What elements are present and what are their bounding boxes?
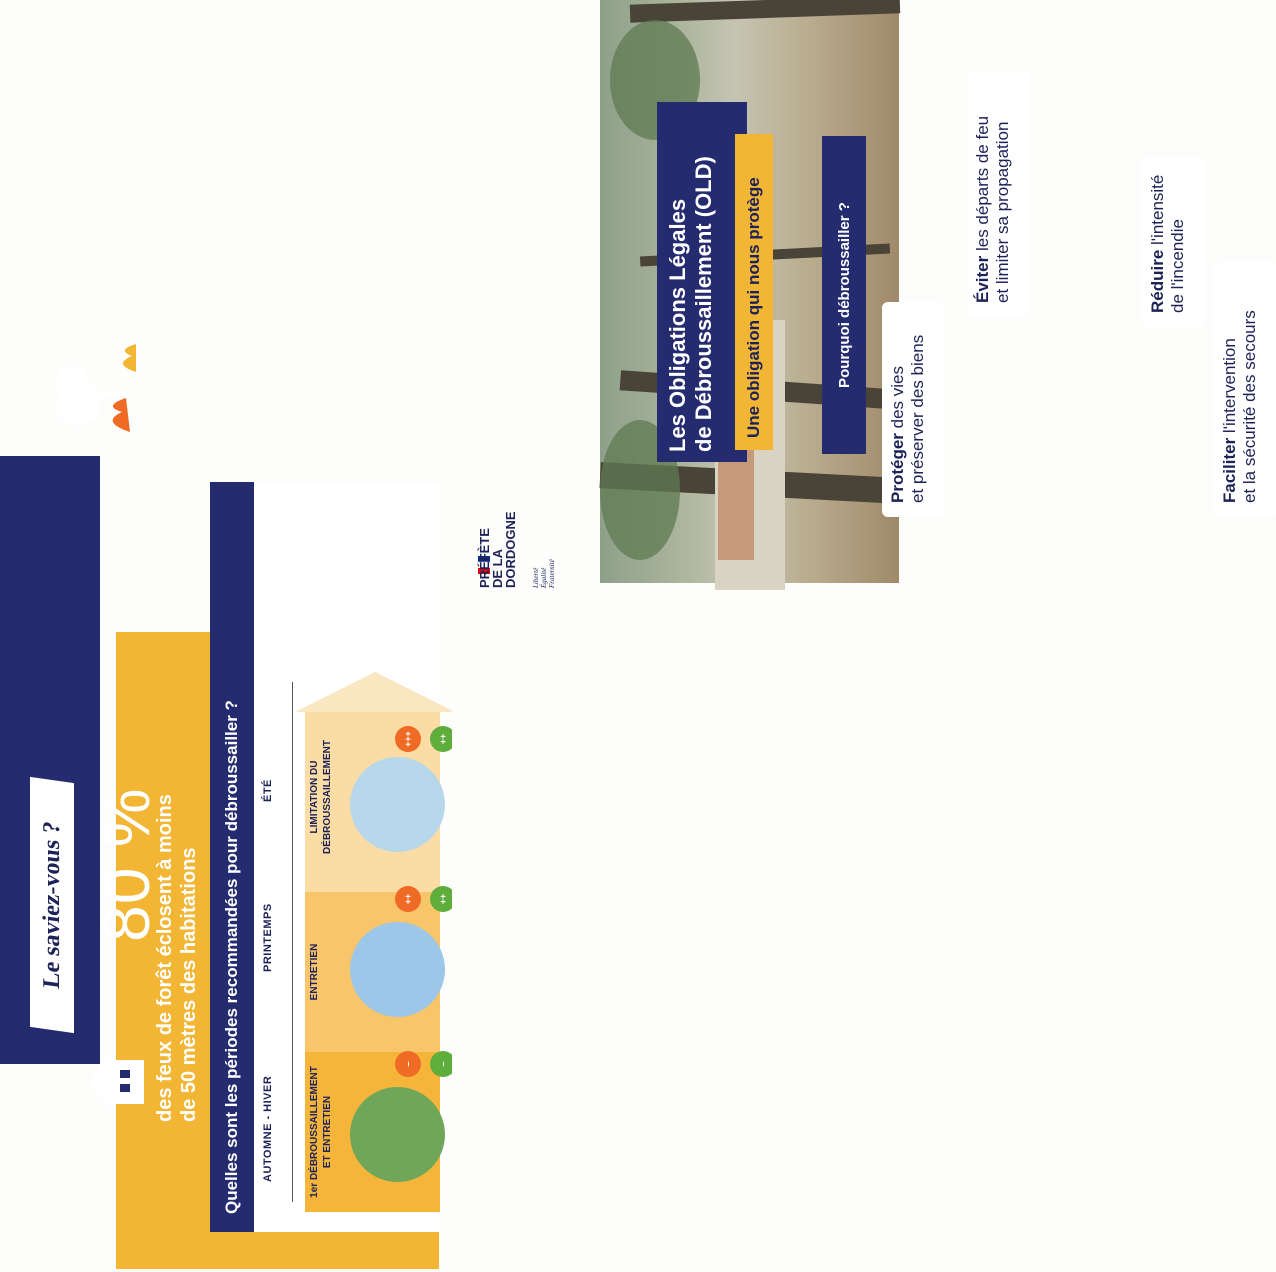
cover-panel [452, 0, 1259, 1272]
stat-line-1: des feux de forêt éclosent à moins [154, 794, 176, 1122]
prefecture-line-1: PRÉFÈTE [477, 528, 492, 588]
motto-3: Fraternité [548, 559, 556, 588]
reason-2-rest: les départs de feu [973, 115, 992, 256]
season-spring: PRINTEMPS [262, 903, 274, 972]
step-1-line-2: ET ENTRETIEN [322, 1095, 333, 1169]
title-line-1: Les Obligations Légales [665, 198, 690, 452]
timeline-line [292, 682, 293, 1202]
periods-heading: Quelles sont les périodes recommandées pour débroussailler ? [210, 482, 254, 1232]
reason-3-bold: Réduire [1148, 249, 1167, 313]
prefecture-line-3: DORDOGNE [503, 511, 518, 588]
burning-tree-icon [40, 332, 160, 452]
house-icon [80, 1022, 150, 1122]
republic-motto [532, 559, 556, 588]
reason-3-rest: l'intensité [1148, 174, 1167, 250]
reason-reduce [1142, 157, 1204, 327]
step-1-line-1: 1er DÉBROUSSAILLEMENT [309, 1066, 320, 1198]
motto-1: Liberté [532, 567, 540, 588]
prefecture-name [478, 511, 517, 588]
reason-1-rest: des vies [888, 365, 907, 434]
cover-title [657, 102, 747, 462]
step-2-label [308, 912, 321, 1032]
motto-2: Égalité [540, 567, 548, 588]
reason-2-bold: Éviter [973, 255, 992, 303]
season-autumn-winter: AUTOMNE - HIVER [262, 1075, 274, 1182]
season-summer: ÉTÉ [262, 779, 274, 802]
biodiversity-badge: ++ [430, 726, 456, 752]
step-3-line-2: DÉBROUSSAILLEMENT [322, 740, 333, 854]
biodiversity-badge: – [430, 1051, 456, 1077]
step-2-line-1: ENTRETIEN [309, 943, 320, 1001]
back-panel [0, 0, 448, 1272]
fire-risk-badge: ++ [395, 886, 421, 912]
clearing-illustration [350, 1087, 445, 1182]
reason-3-line-2: de l'incendie [1168, 219, 1187, 313]
reason-1-bold: Protéger [888, 433, 907, 503]
saviez-vous-title: Le saviez-vous ? [30, 777, 74, 1033]
cover-content [452, 0, 1259, 1272]
step-3-label [308, 722, 334, 872]
step-3-line-1: LIMITATION DU [309, 760, 320, 834]
prefecture-line-2: DE LA [490, 549, 505, 588]
stat-line-2: de 50 mètres des habitations [178, 847, 200, 1122]
step-1-label [308, 1062, 334, 1202]
why-heading: Pourquoi débroussailler ? [822, 136, 866, 454]
reason-1-line-2: et préserver des biens [908, 334, 927, 503]
stat-value: 80 % [89, 787, 163, 942]
fire-risk-badge: – [395, 1051, 421, 1077]
cover-subtitle: Une obligation qui nous protège [735, 134, 773, 450]
reason-4-line-2: et la sécurité des secours [1240, 310, 1259, 503]
reason-facilitate [1214, 262, 1276, 517]
reason-4-rest: l'intervention [1220, 338, 1239, 438]
reason-avoid [967, 72, 1029, 317]
fire-risk-badge: +++ [395, 726, 421, 752]
title-line-2: de Débroussaillement (OLD) [691, 156, 716, 452]
summer-illustration [350, 757, 445, 852]
stat-description [153, 622, 201, 1122]
timeline-arrow [295, 672, 455, 712]
back-panel-content [0, 0, 448, 1272]
reason-4-bold: Faciliter [1220, 437, 1239, 503]
biodiversity-badge: ++ [430, 886, 456, 912]
reason-protect [882, 302, 944, 517]
reason-2-line-2: et limiter sa propagation [993, 121, 1012, 303]
maintenance-illustration [350, 922, 445, 1017]
